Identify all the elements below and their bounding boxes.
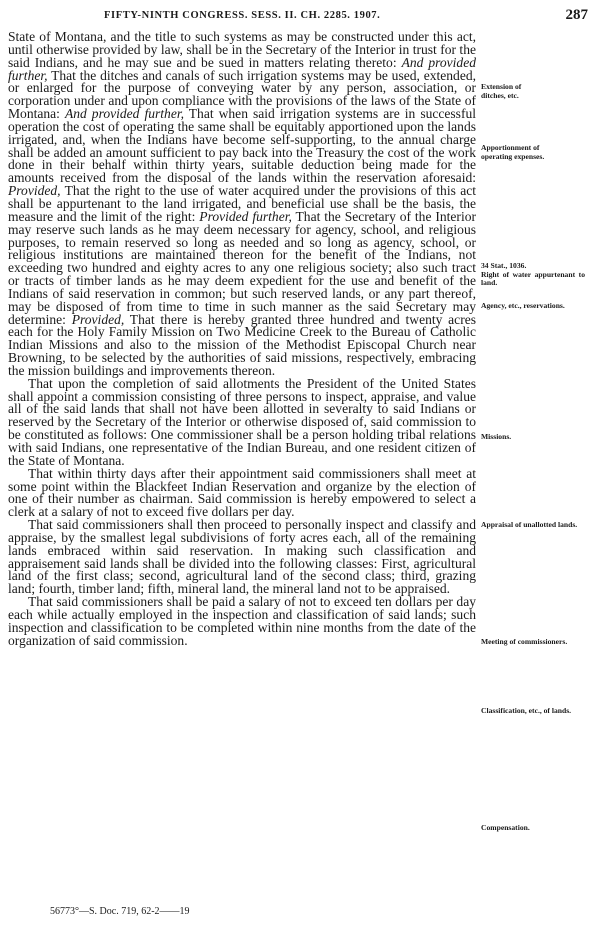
- margin-note: [481, 824, 585, 833]
- margin-note: [481, 521, 585, 530]
- margin-note-line: Missions.: [481, 432, 512, 441]
- text-run: That the Secretary of the Interior may reserve such lands as he may deem necessary for agency, school, and religious purposes, to remain reserved so long as needed and so long as agency, school, or religious institutions are maintained thereon for the benefit of the Indians, not exceeding two hundred and eighty acres to any one religious society; also such tract or tracts of timber lands as he may deem expedient for the use and benefit of the Indians of said reservation in common; but such reserved lands, or any part thereof, may be disposed of from time to time in such manner as the said Secretary may determine:: [8, 208, 476, 327]
- margin-note-line: Meeting of commissioners.: [481, 637, 568, 646]
- margin-note-line: ditches, etc.: [481, 90, 519, 100]
- italic-proviso: And provided further,: [64, 106, 184, 122]
- page-header: [0, 7, 600, 27]
- margin-note-line: Appraisal of unallotted lands.: [481, 520, 578, 529]
- italic-proviso: And provided further,: [8, 54, 476, 83]
- margin-note: [481, 262, 585, 288]
- margin-note: [481, 433, 585, 442]
- page-number: 287: [565, 7, 588, 23]
- paragraph: [8, 31, 476, 378]
- margin-note-line: 34 Stat., 1036.: [481, 261, 527, 270]
- margin-note-line: Compensation.: [481, 823, 530, 832]
- text-run: That there is hereby granted three hundred and twenty acres each for the Holy Family Mission on Two Medicine Creek to the Bureau of Catholic Indian Missions and also to the mission of the Methodist Episcopal Church near Browning, to be selected by the authorities of said missions, respectively, embracing the mission buildings and improvements thereon.: [8, 311, 476, 378]
- italic-proviso: Provided,: [8, 183, 61, 199]
- margin-note-line: Extension of: [481, 82, 522, 91]
- text-run: That when said irrigation systems are in successful operation the cost of operating the same shall be equitably apportioned upon the lands irrigated, and, when the Indians have become self-supporting, to the annual charge shall be added an amount sufficient to pay back into the Treasury the cost of the work done in their behalf within thirty years, suitable deduction being made for the amounts received from the disposal of the lands within the reservation aforesaid:: [8, 106, 477, 186]
- margin-note: [481, 144, 585, 161]
- margin-note: [481, 707, 585, 716]
- paragraph: [8, 519, 476, 596]
- margin-note: [481, 302, 585, 311]
- paragraph: [8, 465, 476, 520]
- italic-proviso: Provided further,: [199, 208, 292, 224]
- running-head: FIFTY-NINTH CONGRESS. SESS. II. CH. 2285. 1907.: [104, 10, 381, 21]
- text-run: That said commissioners shall then proceed to personally inspect and classify and appraise, by the smallest legal subdivisions of forty acres each, all of the remaining lands embraced within said reservation. In making such classification and appraisement said lands shall be divided into the following classes: First, agricultural land of the first class; second, agricultural land of the second class; third, grazing land; fourth, timber land; fifth, mineral land, the mineral land not to be appraised.: [8, 517, 476, 597]
- margin-note: [481, 83, 585, 100]
- paragraph: [8, 375, 476, 468]
- text-run: That the right to the use of water acquired under the provisions of this act shall be appurtenant to the land irrigated, and beneficial use shall be the basis, the measure and the limit of the right:: [8, 183, 476, 224]
- paragraph: [8, 596, 476, 647]
- margin-note-line: Right of water appurtenant to land.: [481, 269, 585, 288]
- italic-proviso: Provided,: [71, 311, 125, 327]
- text-run: State of Montana, and the title to such systems as may be constructed under this act, until otherwise provided by law, shall be in the Secretary of the Interior in trust for the said Indians, and he may sue and be sued in matters relating thereto:: [8, 29, 476, 70]
- footer-line: 56773°—S. Doc. 719, 62-2——19: [50, 906, 190, 917]
- margin-note-line: Apportionment of: [481, 143, 540, 152]
- text-run: That said commissioners shall be paid a salary of not to exceed ten dollars per day each while actually employed in the inspection and classification of said lands; such inspection and classification to be completed within nine months from the date of the organization of said commission.: [8, 594, 476, 648]
- margin-note: [481, 638, 585, 647]
- main-text: [8, 31, 476, 648]
- margin-note-line: Agency, etc., reservations.: [481, 301, 565, 310]
- text-run: That the ditches and canals of such irrigation systems may be used, extended, or enlarged for the purpose of conveying water by any person, association, or corporation under and upon compliance with the provisions of the laws of the State of Montana:: [8, 67, 476, 122]
- text-run: That within thirty days after their appointment said commissioners shall meet at some point within the Blackfeet Indian Reservation and organize by the election of one of their number as chairman. Said commission is hereby empowered to select a clerk at a salary of not to exceed five dollars per day.: [8, 465, 476, 520]
- text-run: That upon the completion of said allotments the President of the United States shall appoint a commission consisting of three persons to inspect, appraise, and value all of the said lands that shall not have been allotted in severalty to said Indians or reserved by the Secretary of the Interior or otherwise disposed of, said commission to be constituted as follows: One commissioner shall be a person holding tribal relations with said Indians, one representative of the Indian Bureau, and one resident citizen of the State of Montana.: [8, 375, 476, 468]
- margin-note-line: Classification, etc., of lands.: [481, 706, 572, 715]
- margin-note-line: operating expenses.: [481, 151, 545, 161]
